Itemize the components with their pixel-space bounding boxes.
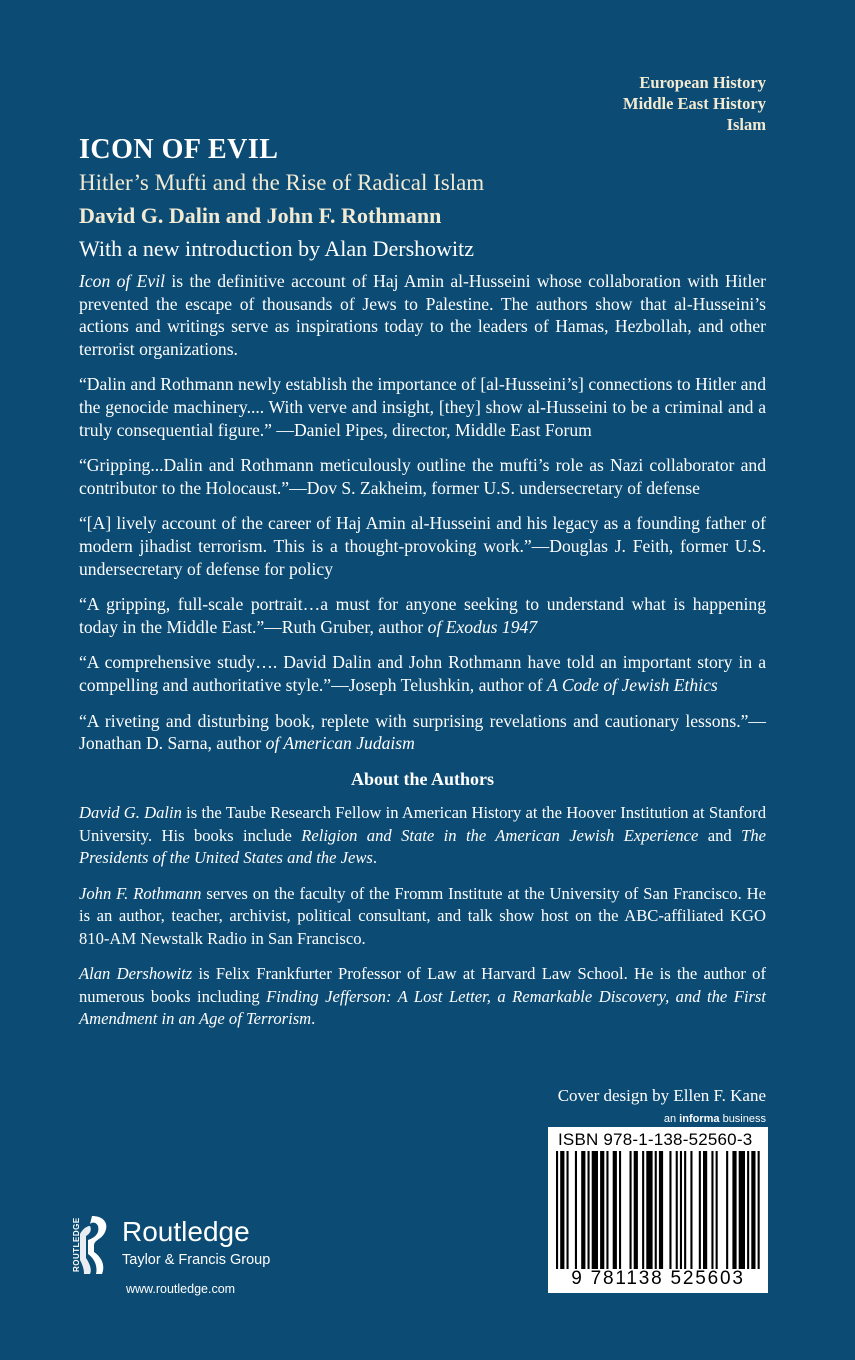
blurb-text: “A gripping, full-scale portrait…a must for anyone seeking to understand what is happening today in the Middle East.”—Ruth Gruber, author — [79, 594, 766, 637]
barcode-bar — [581, 1151, 585, 1269]
bio-book-title: Finding Jefferson: A Lost Letter, a Remarkable Discovery, and the First Amendment in an Age of Terrorism — [79, 986, 767, 1029]
barcode-bar — [556, 1151, 558, 1269]
bio-text: . — [372, 848, 378, 868]
informa-suffix: business — [719, 1113, 766, 1125]
subject-item: Islam — [726, 115, 766, 134]
blurb-text: “[A] lively account of the career of Haj Amin al-Husseini and his legacy as a founding father of modern jihadist terrorism. This is a thought-provoking work.”—Douglas J. Feith, former U.S. undersecretary of defense for policy — [79, 513, 766, 579]
cover-body-text — [79, 270, 766, 1044]
about-authors-heading: About the Authors — [350, 768, 495, 789]
publisher-url[interactable]: www.routledge.com — [126, 1282, 236, 1296]
author-bio-dershowitz — [79, 963, 766, 1031]
isbn-barcode-panel — [548, 1127, 768, 1293]
bio-text: . — [311, 1009, 316, 1029]
barcode-bar — [575, 1151, 577, 1269]
informa-brand: informa — [679, 1113, 720, 1125]
cover-design-credit: Cover design by Ellen F. Kane — [557, 1086, 766, 1105]
barcode-bar — [613, 1151, 617, 1269]
barcode-bar — [669, 1151, 671, 1269]
review-blurb — [79, 373, 766, 441]
barcode-bar — [703, 1151, 707, 1269]
bio-name: David G. Dalin — [79, 803, 182, 823]
description-title: Icon of Evil — [79, 271, 165, 291]
barcode-bar — [716, 1151, 718, 1269]
barcode-bar — [592, 1151, 598, 1269]
bio-text: is Felix Frankfurter Professor of Law at Harvard Law School. He is the author of numerous books including — [79, 964, 766, 1006]
subject-categories — [623, 72, 766, 135]
subject-item: Middle East History — [623, 94, 766, 113]
bio-book-title: Religion and State in the American Jewish Experience — [301, 825, 699, 845]
barcode-bar — [676, 1151, 678, 1269]
publisher-vertical-text: ROUTLEDGE — [72, 1217, 81, 1272]
review-blurb — [79, 651, 766, 696]
barcode-bar — [600, 1151, 604, 1269]
review-blurb — [79, 593, 766, 638]
subject-item: European History — [639, 73, 766, 92]
barcode-bar — [619, 1151, 621, 1269]
barcode-bar — [680, 1151, 682, 1269]
bio-text: and — [698, 825, 742, 845]
book-authors: David G. Dalin and John F. Rothmann — [79, 203, 442, 228]
blurb-book-title: of American Judaism — [265, 733, 415, 754]
introduction-credit: With a new introduction by Alan Dershowitz — [79, 236, 475, 261]
barcode-bar — [758, 1151, 760, 1269]
barcode-bar — [588, 1151, 590, 1269]
barcode-bar — [659, 1151, 663, 1269]
book-title: ICON OF EVIL — [79, 134, 279, 165]
isbn-label: ISBN 978-1-138-52560-3 — [558, 1130, 753, 1149]
publisher-group: Taylor & Francis Group — [122, 1252, 271, 1268]
blurb-text: “Dalin and Rothmann newly establish the importance of [al-Husseini’s] connections to Hitler and the genocide machinery.... With verve and insight, [they] show al-Husseini to be a criminal and a truly consequential figure.” —Daniel Pipes, director, Middle East Forum — [79, 374, 766, 440]
blurb-book-title: of Exodus 1947 — [427, 616, 538, 637]
book-description — [79, 270, 766, 360]
barcode-bar — [739, 1151, 745, 1269]
barcode-bar — [690, 1151, 692, 1269]
author-bio-rothmann — [79, 883, 766, 951]
barcode-bar — [747, 1151, 749, 1269]
review-blurb — [79, 710, 766, 755]
description-text: is the definitive account of Haj Amin al-Husseini whose collaboration with Hitler prevented the escape of thousands of Jews to Palestine. The authors show that al-Husseini’s actions and writings serve as inspirations today to the leaders of Hamas, Hezbollah, and other terrorist organizations. — [79, 271, 767, 359]
publisher-name: Routledge — [122, 1216, 250, 1247]
barcode-bar — [560, 1151, 564, 1269]
informa-prefix: an — [663, 1113, 680, 1125]
barcode-bar — [567, 1151, 569, 1269]
barcode-bar — [634, 1151, 638, 1269]
barcode-bar — [646, 1151, 652, 1269]
blurb-text: “A comprehensive study…. David Dalin and John Rothmann have told an important story in a compelling and authoritative style.”—Joseph Telushkin, author of — [79, 652, 766, 695]
author-bio-dalin — [79, 802, 766, 870]
blurb-book-title: A Code of Jewish Ethics — [547, 674, 718, 695]
barcode-bar — [751, 1151, 755, 1269]
barcode-bar — [630, 1151, 632, 1269]
bio-text: is the Taube Research Fellow in American History at the Hoover Institution at Stanford University. His books include — [79, 803, 766, 845]
bio-name: Alan Dershowitz — [79, 964, 193, 984]
barcode-bar — [684, 1151, 686, 1269]
blurb-text: “A riveting and disturbing book, replete with surprising revelations and cautionary lessons.”—Jonathan D. Sarna, author — [79, 710, 766, 754]
bio-text: serves on the faculty of the Fromm Institute at the University of San Francisco. He is an author, teacher, archivist, political consultant, and talk show host on the ABC-affiliated KGO 810-AM Newstalk Radio in San Francisco. — [79, 883, 766, 948]
book-subtitle: Hitler’s Mufti and the Rise of Radical Islam — [79, 170, 485, 195]
bio-book-title: The Presidents of the United States and the Jews — [79, 825, 766, 868]
review-blurb — [79, 454, 766, 499]
barcode-bar — [655, 1151, 657, 1269]
blurb-text: “Gripping...Dalin and Rothmann meticulously outline the mufti’s role as Nazi collaborator and contributor to the Holocaust.”—Dov S. Zakheim, former U.S. undersecretary of defense — [79, 455, 766, 498]
barcode-number: 9 781138 525603 — [571, 1268, 745, 1289]
barcode-bar — [732, 1151, 736, 1269]
barcode-bar — [699, 1151, 701, 1269]
barcode-bar — [711, 1151, 713, 1269]
informa-business-tag — [664, 1113, 766, 1125]
barcode-icon — [556, 1151, 760, 1269]
barcode-bar — [726, 1151, 728, 1269]
review-blurb — [79, 512, 766, 580]
barcode-bar — [642, 1151, 644, 1269]
barcode-bar — [606, 1151, 608, 1269]
bio-name: John F. Rothmann — [79, 883, 202, 903]
